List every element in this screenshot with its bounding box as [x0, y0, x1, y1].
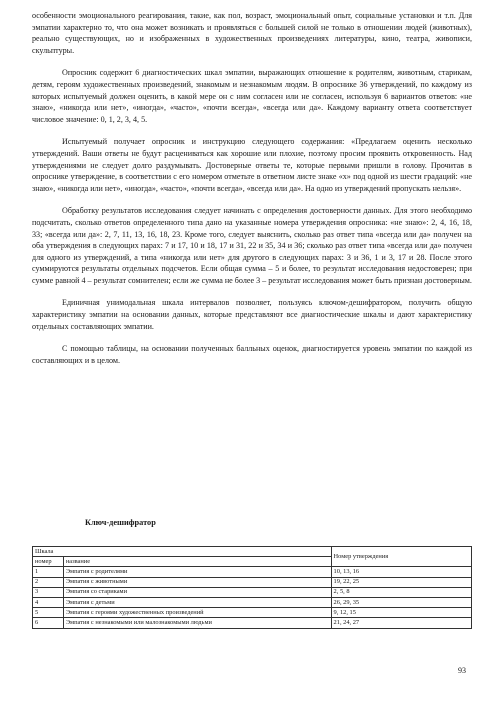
table-row: [33, 608, 472, 618]
subheader-name: название: [63, 557, 331, 567]
table-row: [33, 567, 472, 577]
row-number: 2: [33, 577, 64, 587]
table-header-row: [33, 547, 472, 557]
header-scale: Шкала: [33, 547, 332, 557]
paragraph-1: особенности эмоционального реагирования, такие, как пол, возраст, эмоциональный опыт, социальные установки и т.п. Для эмпатии характерно то, что она может возникать и проявляться с большей силой не только в отношении людей (животных), реально существующих, но и изображенных в художественных произведениях литературы, кино, театра, живописи, скульптуры.: [32, 11, 472, 55]
paragraph-3: Испытуемый получает опросник и инструкцию следующего содержания: «Предлагаем оценить несколько утверждений. Ваши ответы не будут расцениваться как хорошие или плохие, поэтому просим проявить откровенность. Над утверждениями не следует долго раздумывать. Достоверные ответы те, которые первыми пришли в голову. Прочитав в опроснике утверждение, в соответствии с его номером отметьте в ответном листе знаке «х» под одной из шести градаций: «не знаю», «никогда или нет», «иногда», «часто», «почти всегда», «всегда или да». На одно из утверждений пропускать нельзя».: [32, 137, 472, 193]
table-row: [33, 618, 472, 628]
row-number: 4: [33, 597, 64, 607]
row-scale-name: Эмпатия со стариками: [63, 587, 331, 597]
paragraph-gap: [32, 125, 472, 136]
row-statements: 9, 12, 15: [331, 608, 471, 618]
paragraph-6: С помощью таблицы, на основании полученных балльных оценок, диагностируется уровень эмпатии по каждой из составляющих и в целом.: [32, 344, 472, 365]
row-number: 5: [33, 608, 64, 618]
row-scale-name: Эмпатия с детьми: [63, 597, 331, 607]
row-number: 1: [33, 567, 64, 577]
row-scale-name: Эмпатия с незнакомыми или малознакомыми людьми: [63, 618, 331, 628]
table-row: [33, 587, 472, 597]
header-statements: Номер утверждения: [331, 547, 471, 567]
key-title: Ключ-дешифратор: [85, 518, 156, 527]
page-number: 93: [458, 666, 466, 675]
row-statements: 19, 22, 25: [331, 577, 471, 587]
row-scale-name: Эмпатия с родителями: [63, 567, 331, 577]
row-scale-name: Эмпатия с героями художественных произведений: [63, 608, 331, 618]
paragraph-4: Обработку результатов исследования следует начинать с определения достоверности данных. Для этого необходимо подсчитать, сколько ответов определенного типа дано на указанные номера утверждения опросника: «не знаю»: 2, 4, 16, 18, 33; «всегда или да»: 2, 7, 11, 13, 16, 18, 23. Кроме того, следует выяснить, сколько раз ответ типа «всегда или да» получен на оба утверждения в следующих парах: 7 и 17, 10 и 18, 17 и 31, 22 и 35, 34 и 36; сколько раз ответ типа «всегда или да» получен для одного из утверждений, а типа «никогда или нет» для другого в следующих парах: 3 и 36, 1 и 3, 17 и 28. После этого суммируются результаты отдельных подсчетов. Если общая сумма – 5 и более, то результат исследования недостоверен; при сумме равной 4 – результат сомнителен; если же сумма не более 3 – результат исследования может быть признан достоверным.: [32, 206, 472, 285]
paragraph-gap: [32, 194, 472, 205]
row-scale-name: Эмпатия с животными: [63, 577, 331, 587]
row-number: 6: [33, 618, 64, 628]
row-statements: 21, 24, 27: [331, 618, 471, 628]
table-row: [33, 597, 472, 607]
body-text: [32, 10, 472, 366]
row-statements: 10, 13, 16: [331, 567, 471, 577]
row-number: 3: [33, 587, 64, 597]
paragraph-gap: [32, 56, 472, 67]
subheader-number: номер: [33, 557, 64, 567]
paragraph-2: Опросник содержит 6 диагностических шкал эмпатии, выражающих отношение к родителям, животным, старикам, детям, героям художественных произведений, знакомым и незнакомым людям. В опроснике 36 утверждений, по каждому из которых испытуемый должен оценить, в какой мере он с ним согласен или не согласен, используя 6 вариантов ответов: «не знаю», «никогда или нет», «иногда», «часто», «почти всегда», «всегда или да». Каждому варианту ответа соответствует числовое значение: 0, 1, 2, 3, 4, 5.: [32, 68, 472, 124]
row-statements: 2, 5, 8: [331, 587, 471, 597]
paragraph-gap: [32, 286, 472, 297]
key-table: [32, 546, 472, 629]
paragraph-5: Единичная унимодальная шкала интервалов позволяет, пользуясь ключом-дешифратором, получить общую характеристику эмпатии на основании данных, которые представляют все диагностические шкалы и дают характеристику отдельных составляющих эмпатии.: [32, 298, 472, 331]
table-row: [33, 577, 472, 587]
row-statements: 26, 29, 35: [331, 597, 471, 607]
paragraph-gap: [32, 332, 472, 343]
